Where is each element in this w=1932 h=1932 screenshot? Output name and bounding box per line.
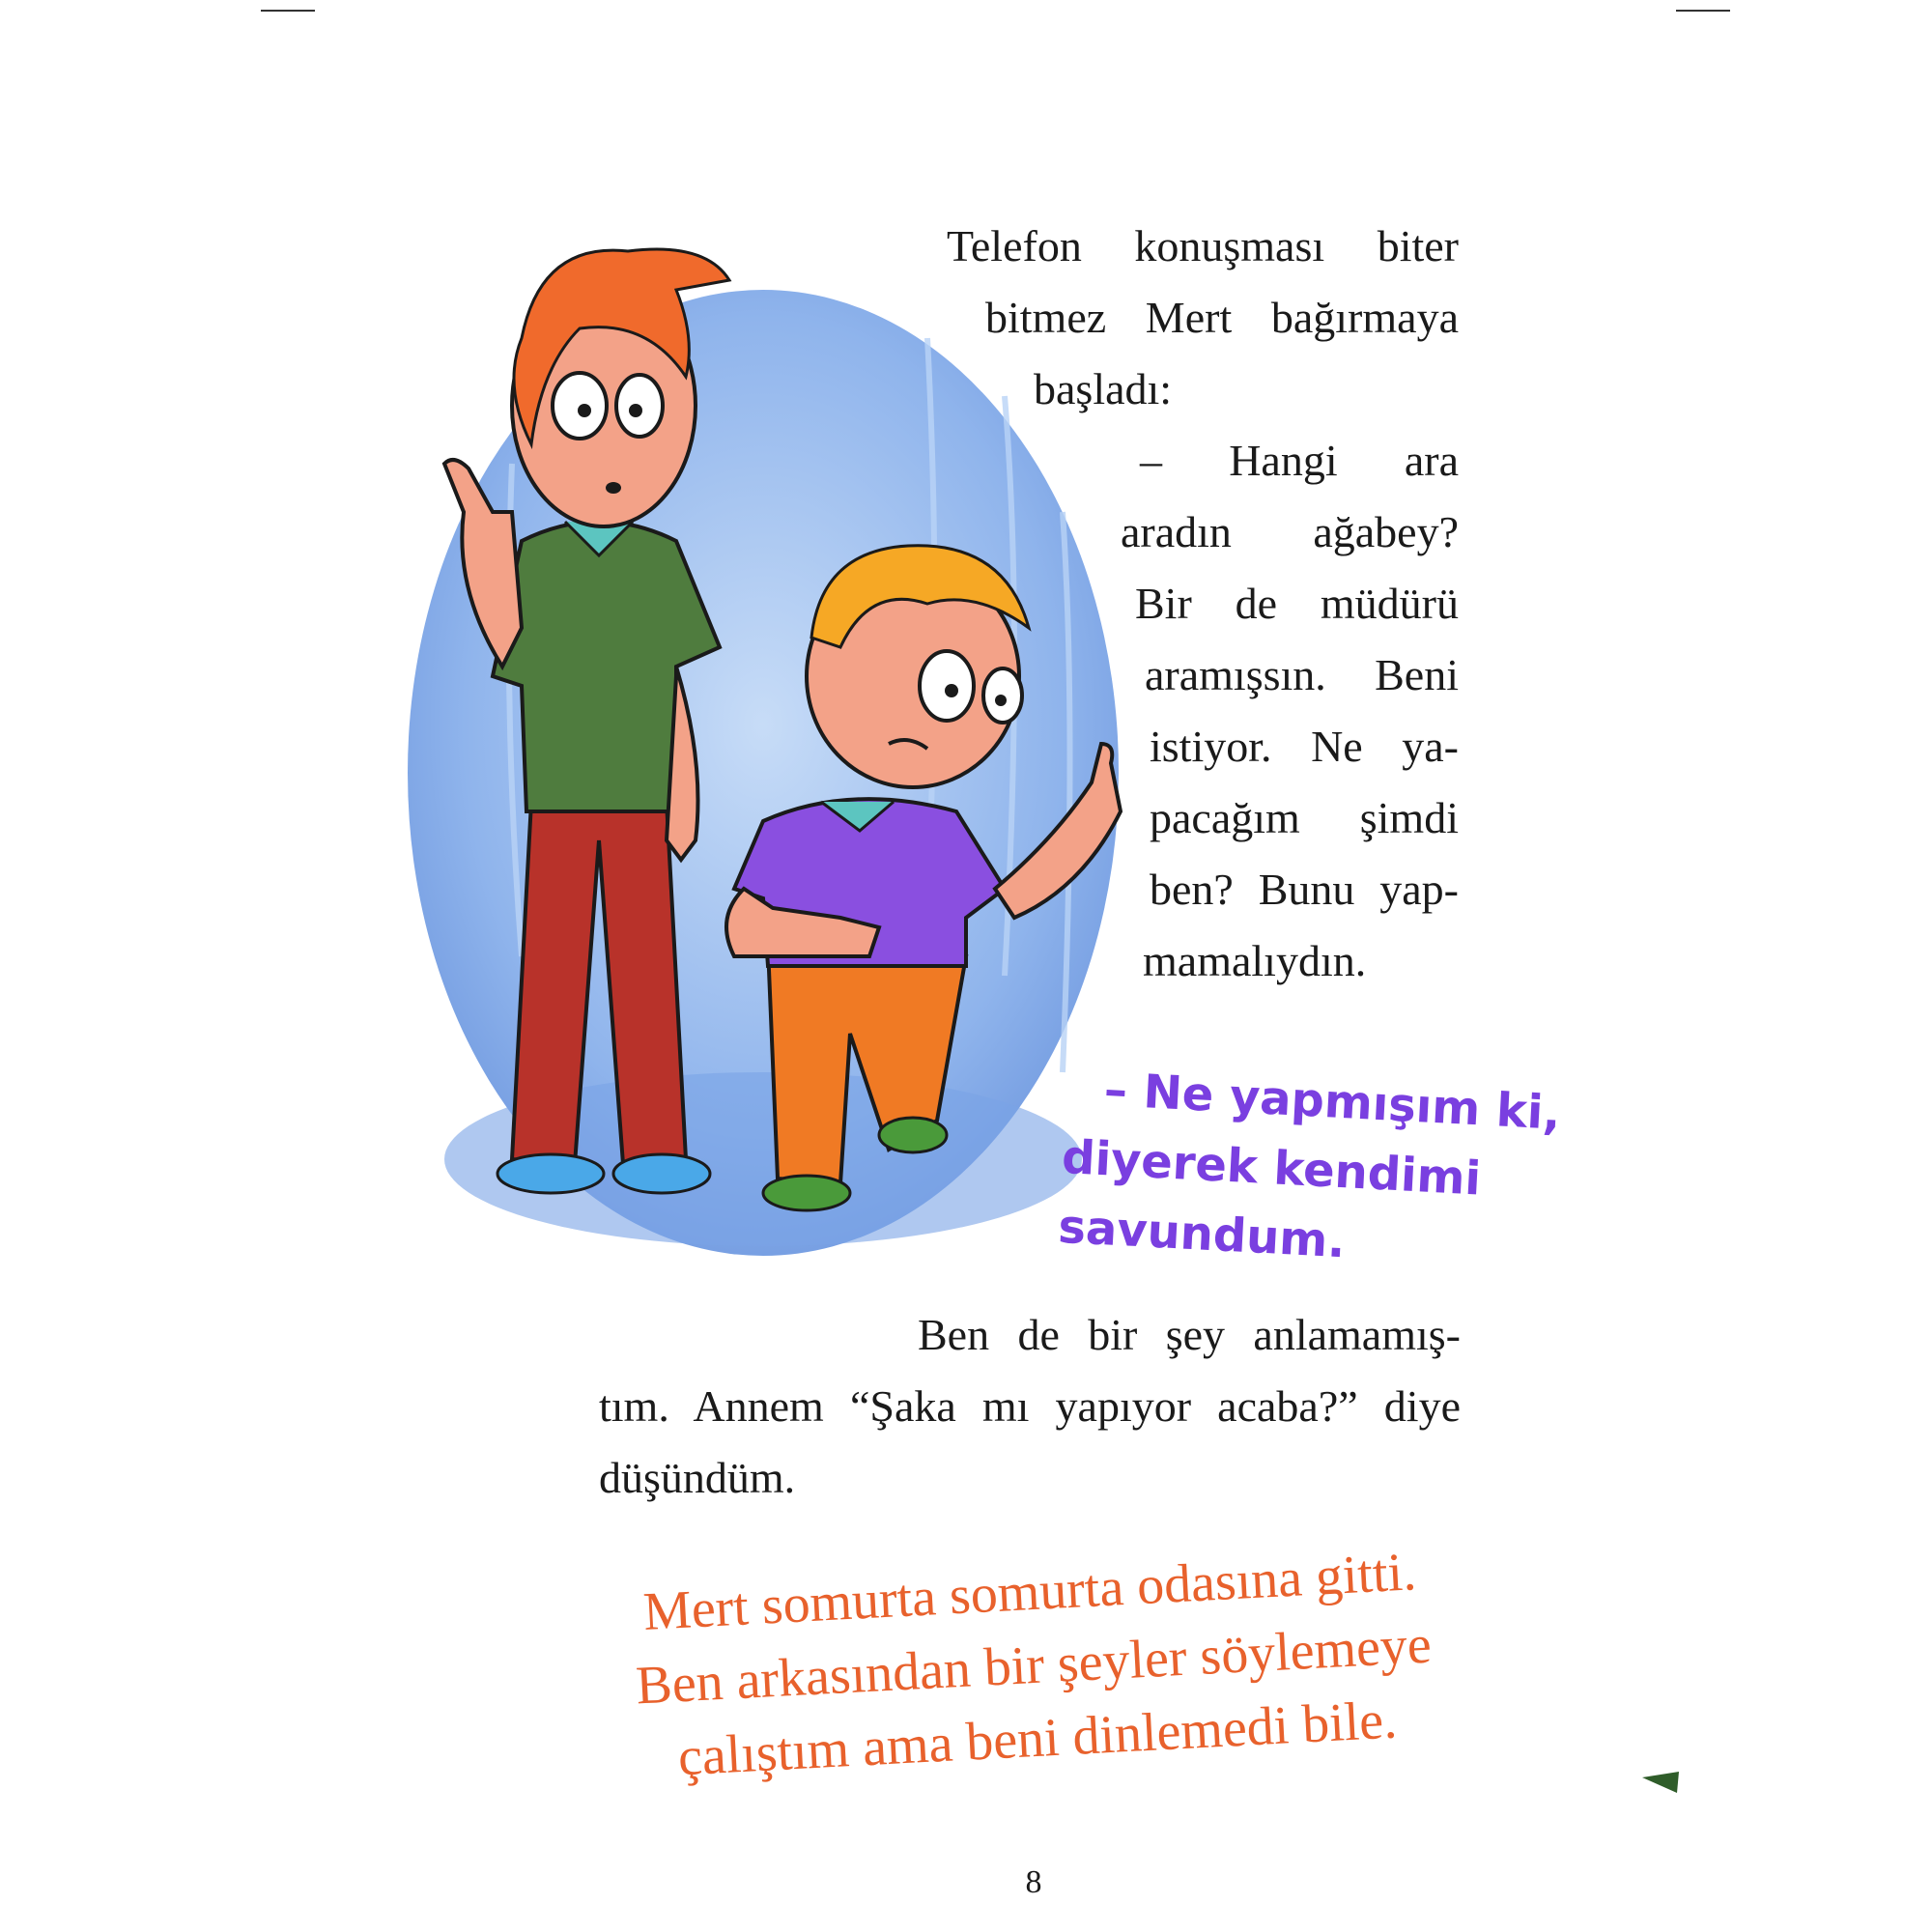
dialog-mert-line-7: ben? Bunu yap- (1150, 865, 1459, 914)
highlight-text (594, 1533, 1474, 1799)
dialog-narrator-line-1: – Ne yapmışım ki, (1102, 1063, 1562, 1141)
narration-middle-line-3: düşündüm. (599, 1453, 796, 1502)
page-number: 8 (1025, 1864, 1042, 1900)
crop-mark-left (261, 10, 315, 12)
narration-top-line-1: Telefon konuşması biter (947, 221, 1459, 270)
narration-middle-line-2: tım. Annem “Şaka mı yapıyor acaba?” diye (599, 1381, 1461, 1431)
highlight-line-1: Mert somurta somurta odasına gitti. (641, 1542, 1418, 1643)
highlight-line-3: çalıştım ama beni dinlemedi bile. (676, 1690, 1399, 1788)
dialog-narrator-line-3: savundum. (1057, 1199, 1348, 1269)
narration-top-line-3: başladı: (1034, 364, 1173, 413)
narration-middle-tail (599, 1442, 1461, 1514)
narration-middle (599, 1299, 1461, 1442)
dialog-mert-tail (1143, 925, 1462, 997)
dialog-mert-line-8: mamalıydın. (1143, 936, 1367, 985)
narration-top-tail (1034, 354, 1459, 425)
dialog-mert-line-1: – Hangi ara (1140, 436, 1459, 485)
highlight-line-2: Ben arkasından bir şeyler söylemeye (634, 1614, 1434, 1717)
illustration-two-boys (386, 222, 1140, 1265)
dialog-mert-line-5: istiyor. Ne ya- (1150, 722, 1459, 771)
dialog-mert-line-3: Bir de müdürü (1135, 579, 1459, 628)
narration-middle-line-1: Ben de bir şey anlamamış- (918, 1310, 1461, 1359)
dialog-mert-line-4: aramışsın. Beni (1145, 650, 1459, 699)
crop-mark-right (1676, 10, 1730, 12)
dialog-narrator-line-2: diyerek kendimi (1060, 1129, 1483, 1207)
dialog-narrator (1057, 1053, 1563, 1288)
dialog-mert (1121, 425, 1459, 925)
dialog-mert-line-6: pacağım şimdi (1150, 793, 1459, 842)
dialog-mert-line-2: aradın ağabey? (1121, 507, 1459, 556)
leaf-decoration-icon (1642, 1770, 1681, 1795)
narration-top (947, 211, 1459, 354)
narration-top-line-2: bitmez Mert bağırmaya (985, 293, 1459, 342)
